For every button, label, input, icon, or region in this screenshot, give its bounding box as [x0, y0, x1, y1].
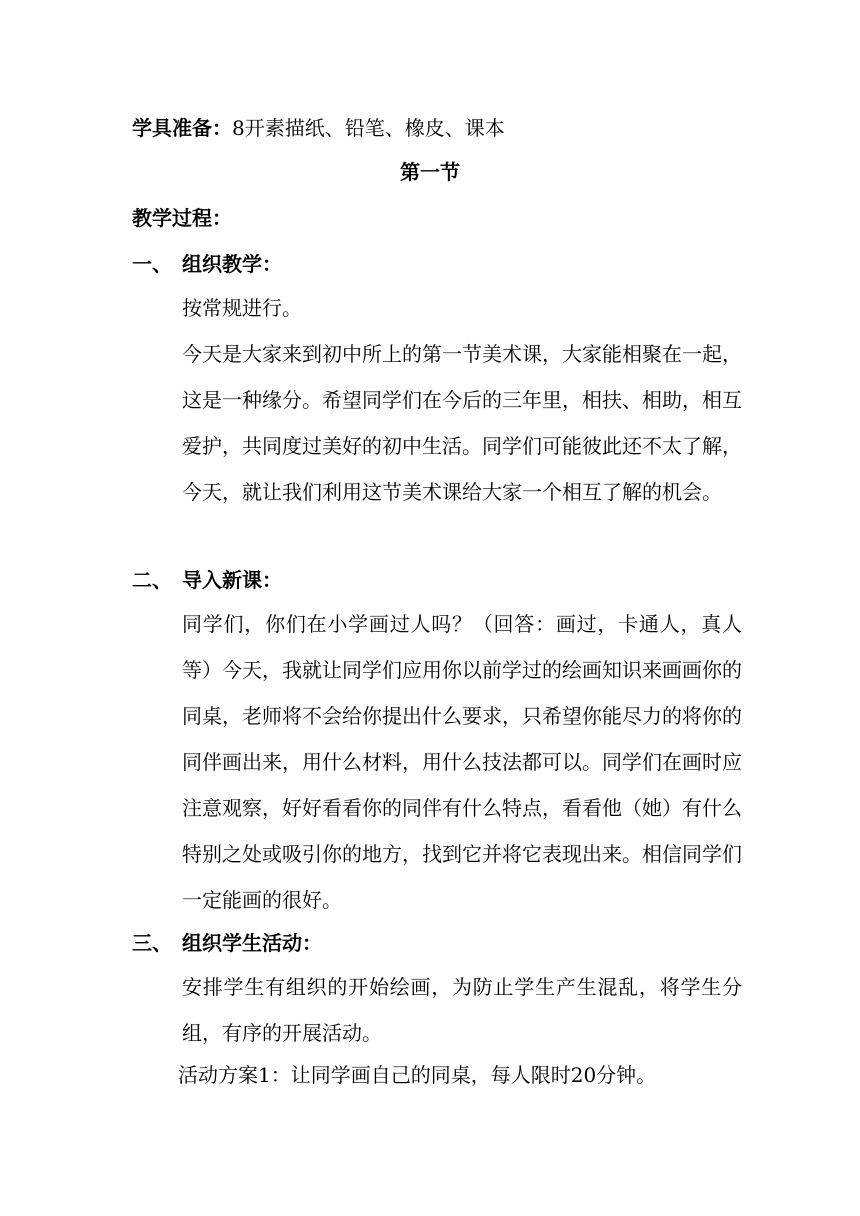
section-number: 三、 [132, 931, 172, 955]
materials-label: 学具准备： [132, 116, 232, 140]
section-title-text: 组织学生活动： [182, 931, 322, 955]
materials-text: 8开素描纸、铅笔、橡皮、课本 [232, 116, 505, 140]
section-title-text: 导入新课： [182, 568, 282, 592]
process-heading: 教学过程： [132, 206, 232, 230]
section-title-text: 组织教学： [182, 252, 282, 276]
section-title: 第一节 [400, 160, 460, 184]
section-number: 二、 [132, 568, 172, 592]
paragraph: 按常规进行。 [182, 296, 302, 320]
paragraph: 同学们，你们在小学画过人吗？（回答：画过，卡通人，真人等）今天，我就让同学们应用你以前学过的绘画知识来画画你的同桌，老师将不会给你提出什么要求，只希望你能尽力的将你的同伴画出来，用什么材料，用什么技法都可以。同学们在画时应注意观察，好好看看你的同伴有什么特点，看看他（她）有什么特别之处或吸引你的地方，找到它并将它表现出来。相信同学们一定能画的很好。 [182, 612, 742, 912]
activity-plan: 活动方案1：让同学画自己的同桌，每人限时20分钟。 [178, 1063, 657, 1087]
paragraph: 今天是大家来到初中所上的第一节美术课，大家能相聚在一起，这是一种缘分。希望同学们在今后的三年里，相扶、相助，相互爱护，共同度过美好的初中生活。同学们可能彼此还不太了解，今天，就让我们利用这节美术课给大家一个相互了解的机会。 [182, 342, 742, 504]
paragraph: 安排学生有组织的开始绘画，为防止学生产生混乱，将学生分组，有序的开展活动。 [182, 975, 742, 1045]
section-number: 一、 [132, 252, 172, 276]
materials-line [132, 115, 505, 141]
